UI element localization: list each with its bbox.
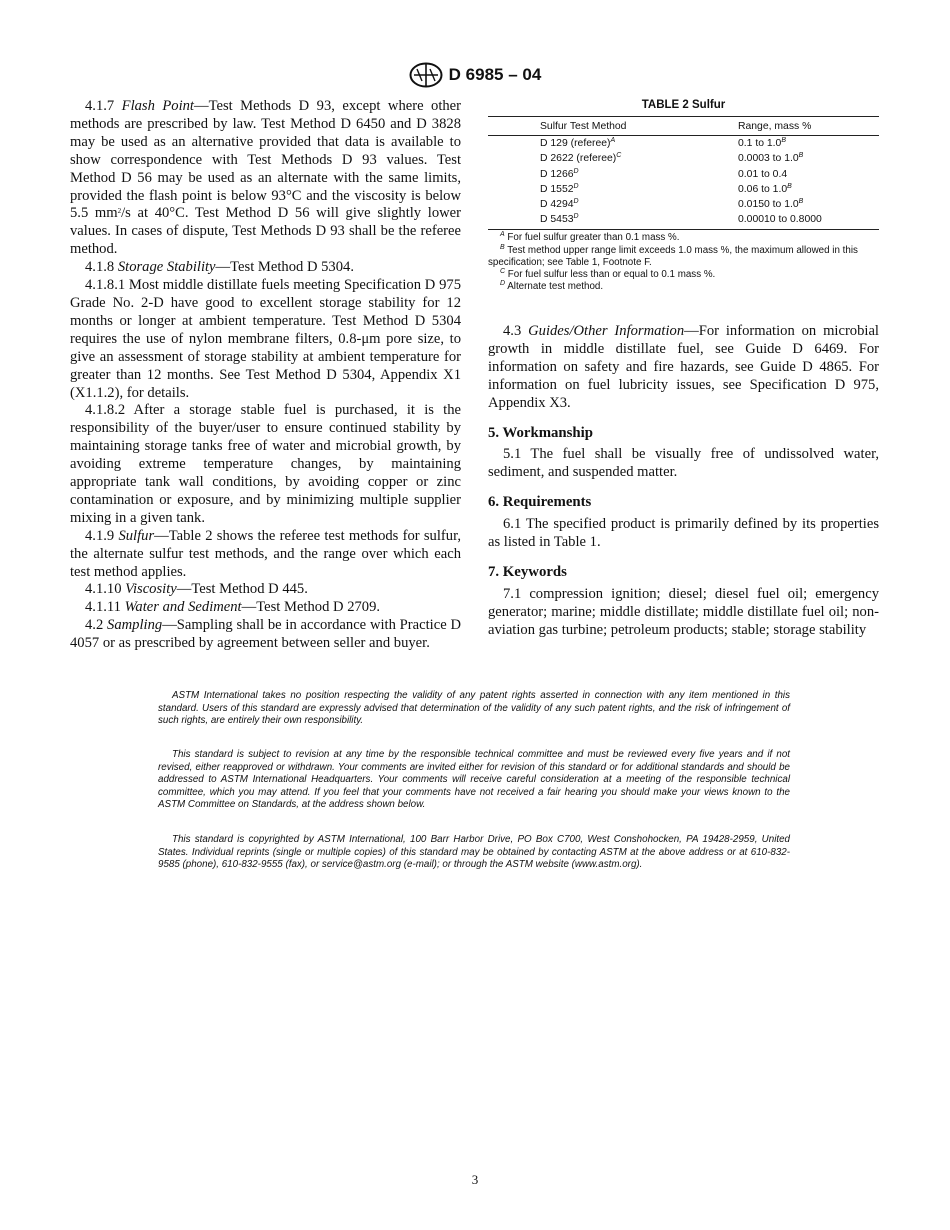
column-header-method: Sulfur Test Method bbox=[540, 121, 627, 132]
patent-notice: ASTM International takes no position respecting the validity of any patent rights asserted in connection with any item mentioned in this standard. Users of this standard are expressly advised that determination of the validity of any such patent rights, and the risk of infringement of such rights, are entirely their own responsibility. bbox=[158, 690, 790, 727]
column-header-range: Range, mass % bbox=[738, 121, 812, 132]
table-row: D $1266^D$ 0.01 to 0.4 bbox=[540, 167, 788, 180]
paragraph-7-1: 7.1 compression ignition; diesel; diesel fuel oil; emergency generator; marine; middle distillate; middle distillate fuel oil; non-aviation gas turbine; petroleum products; stable; storage stability bbox=[488, 585, 879, 638]
paragraph-4-3: 4.3 Guides/Other Information—For information on microbial growth in middle distillate fuel, see Guide D 6469. For information on safety and fire hazards, see Guide D 4865. For information on fuel lubricity issues, see Specification D 975, Appendix X3. bbox=[488, 323, 879, 411]
copyright-notice: This standard is copyrighted by ASTM International, 100 Barr Harbor Drive, PO Box C700, West Conshohocken, PA 19428-2959, United States. Individual reprints (single or multiple copies) of this standard may be obtained by contacting ASTM at the above address or at 610-832-9585 (phone), 610-832-9555 (fax), or service@astm.org (e-mail); or through the ASTM website (www.astm.org). bbox=[158, 834, 790, 871]
paragraph-4-1-8-2: 4.1.8.2 After a storage stable fuel is purchased, it is the responsibility of the buyer/user to ensure continued stability by maintaining storage tanks free of water and microbial growth, by avoiding extreme temperature changes, by maintaining appropriate tank wall conditions, by avoiding copper or zinc contamination or exposure, and by minimizing multiple supplier mixing in a given tank. bbox=[70, 402, 461, 526]
table-row: D 129 (referee)$^A$ 0.1 to $1.0^B$ bbox=[540, 137, 787, 150]
paragraph-4-1-10: 4.1.10 Viscosity—Test Method D 445. bbox=[85, 581, 308, 598]
sulfur-table bbox=[488, 117, 879, 229]
paragraph-4-1-8: 4.1.8 Storage Stability—Test Method D 5304. bbox=[85, 259, 354, 276]
paragraph-4-1-8-1: 4.1.8.1 Most middle distillate fuels meeting Specification D 975 Grade No. 2-D have good to excellent storage stability for 12 months or longer at ambient temperature. Test Method D 5304 requires the use of nylon membrane filters, 0.8-μm pore size, to give an assessment of storage stability at ambient temperature for greater than 12 months. See Test Method D 5304, Appendix X1 (X1.1.2), for details. bbox=[70, 277, 461, 401]
table-row: D 2622 (referee)$^C$ 0.0003 to $1.0^B$ bbox=[540, 152, 804, 165]
table-footnotes bbox=[488, 232, 879, 293]
document-designation: D 6985 – 04 bbox=[448, 65, 542, 84]
table-2-sulfur bbox=[488, 99, 879, 293]
table-row: D $4294^D$ 0.0150 to $1.0^B$ bbox=[540, 198, 804, 211]
paragraph-5-1: 5.1 The fuel shall be visually free of undissolved water, sediment, and suspended matter. bbox=[488, 446, 879, 481]
page-header bbox=[0, 62, 950, 93]
table-title: TABLE 2 Sulfur bbox=[641, 99, 726, 111]
table-row: D $5453^D$ 0.00010 to 0.8000 bbox=[540, 213, 822, 226]
revision-notice: This standard is subject to revision at any time by the responsible technical committee and must be reviewed every five years and if not revised, either reapproved or withdrawn. Your comments are invited either for revision of this standard or for additional standards and should be addressed to ASTM International Headquarters. Your comments will receive careful consideration at a meeting of the responsible technical committee, which you may attend. If you feel that your comments have not received a fair hearing you should make your views known to the ASTM Committee on Standards, at the address shown below. bbox=[158, 749, 790, 811]
section-heading-requirements: 6. Requirements bbox=[488, 494, 592, 511]
table-row: D $1552^D$ 0.06 to $1.0^B$ bbox=[540, 182, 792, 195]
table-header-row bbox=[488, 117, 879, 135]
paragraph-4-1-7: 4.1.7 Flash Point—Test Methods D 93, except where other methods are prescribed by law. Test Method D 6450 and D 3828 may be used as an alternative provided that data is available to show correspondence with Test Methods D 93 values. Test Method D 56 may be used as an alternate with the same limits, provided the flash point is below 93°C and the viscosity is below 5.5 $mm^2/s$ at 40°C. Test Method D 56 will give slightly lower values. In cases of dispute, Test Methods D 93 shall be the referee method. bbox=[70, 98, 462, 258]
footnote: $^B$ Test method upper range limit exceeds 1.0 mass %, the maximum allowed in this specification; see Table 1, Footnote F. bbox=[488, 243, 858, 268]
right-column bbox=[488, 323, 879, 640]
table-bottom-rule bbox=[488, 229, 879, 230]
footnote: $^A$ For fuel sulfur greater than 0.1 mass %. bbox=[500, 231, 680, 244]
section-heading-keywords: 7. Keywords bbox=[488, 563, 567, 580]
left-column bbox=[70, 98, 461, 653]
astm-logo-icon bbox=[409, 62, 443, 88]
footnote: $^D$ Alternate test method. bbox=[500, 280, 604, 293]
section-heading-workmanship: 5. Workmanship bbox=[488, 424, 593, 441]
paragraph-4-1-11: 4.1.11 Water and Sediment—Test Method D 2709. bbox=[85, 599, 381, 616]
paragraph-4-1-9: 4.1.9 Sulfur—Table 2 shows the referee test methods for sulfur, the alternate sulfur test methods, and the range over which each test method applies. bbox=[70, 527, 461, 580]
footnote: $^C$ For fuel sulfur less than or equal to 0.1 mass %. bbox=[500, 268, 716, 281]
page-number: 3 bbox=[471, 1172, 479, 1187]
paragraph-4-2: 4.2 Sampling—Sampling shall be in accordance with Practice D 4057 or as prescribed by agreement between seller and buyer. bbox=[70, 617, 461, 652]
paragraph-6-1: 6.1 The specified product is primarily defined by its properties as listed in Table 1. bbox=[488, 516, 879, 551]
